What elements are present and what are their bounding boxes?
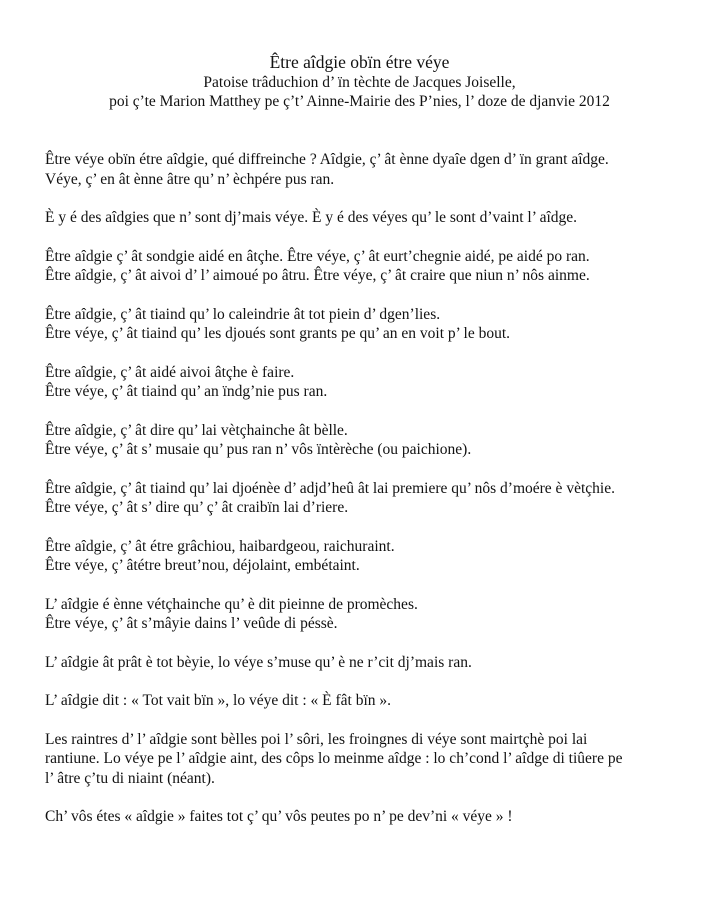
document-header (0, 52, 719, 111)
paragraph-line: L’ aîdgie dit : « Tot vait bïn », lo véye dit : « È fât bïn ». (45, 692, 392, 709)
document-title: Être aîdgie obïn étre véye (269, 52, 450, 72)
paragraph-line: Être aîdgie, ç’ ât dire qu’ lai vètçhainche ât bèlle. (45, 421, 348, 439)
paragraph-line: Être aîdgie, ç’ ât aidé aivoi âtçhe è faire. (45, 363, 295, 381)
document-subtitle-authors: poi ç’te Marion Matthey pe ç’t’ Ainne-Mairie des P’nies, l’ doze de djanvie 2012 (109, 93, 610, 110)
paragraph (45, 305, 685, 344)
paragraph-line: Les raintres d’ l’ aîdgie sont bèlles poi l’ sôri, les froingnes di véye sont mairtçhè poi lai (45, 730, 588, 748)
paragraph-line: Être aîdgie, ç’ ât tiaind qu’ lai djoénèe d’ adjd’heû ât lai premiere qu’ nôs d’moére è vètçhie. (45, 479, 615, 497)
paragraph (45, 537, 685, 576)
paragraph (45, 730, 685, 789)
paragraph-line: l’ âtre ç’tu di niaint (néant). (45, 769, 215, 787)
paragraph (45, 691, 685, 711)
paragraph (45, 150, 685, 189)
paragraph (45, 653, 685, 673)
paragraph-line: Être véye, ç’ ât s’ musaie qu’ pus ran n’ vôs ïntèrèche (ou paichione). (45, 441, 472, 458)
paragraph (45, 595, 685, 634)
paragraph-line: Être véye, ç’ ât tiaind qu’ an ïndg’nie pus ran. (45, 383, 328, 400)
paragraph (45, 479, 685, 518)
document-body (45, 150, 685, 846)
paragraph-line: Être véye obïn étre aîdgie, qué diffreinche ? Aîdgie, ç’ ât ènne dyaîe dgen d’ ïn grant aîdge. (45, 151, 609, 168)
paragraph-line: Ch’ vôs étes « aîdgie » faites tot ç’ qu’ vôs peutes po n’ pe dev’ni « véye » ! (45, 808, 513, 825)
paragraph (45, 807, 685, 827)
paragraph (45, 421, 685, 460)
paragraph-line: L’ aîdgie ât prât è tot bèyie, lo véye s’muse qu’ è ne r’cit dj’mais ran. (45, 653, 472, 671)
document-subtitle-translation: Patoise trâduchion d’ ïn tèchte de Jacques Joiselle, (203, 74, 516, 91)
paragraph (45, 208, 685, 228)
paragraph-line: Être véye, ç’ ât s’mâyie dains l’ veûde di péssè. (45, 615, 338, 632)
paragraph-line: Être véye, ç’ âtétre breut’nou, déjolaint, embétaint. (45, 557, 360, 574)
paragraph-line: Véye, ç’ en ât ènne âtre qu’ n’ èchpére pus ran. (45, 170, 335, 188)
paragraph-line: Être aîdgie ç’ ât sondgie aidé en âtçhe. Être véye, ç’ ât eurt’chegnie aidé, pe aidé po ran. (45, 247, 590, 265)
paragraph-line: L’ aîdgie é ènne vétçhainche qu’ è dit pieinne de promèches. (45, 595, 418, 613)
paragraph-line: rantiune. Lo véye pe l’ aîdgie aint, des côps lo meinme aîdge : lo ch’cond l’ aîdge di tiûere pe (45, 750, 623, 767)
paragraph-line: Être aîdgie, ç’ ât aivoi d’ l’ aimoué po âtru. Être véye, ç’ ât craire que niun n’ nôs ainme. (45, 267, 590, 284)
paragraph-line: È y é des aîdgies que n’ sont dj’mais véye. È y é des véyes qu’ le sont d’vaint l’ aîdge. (45, 209, 578, 226)
paragraph-line: Être véye, ç’ ât tiaind qu’ les djoués sont grants pe qu’ an en voit p’ le bout. (45, 325, 511, 342)
paragraph-line: Être aîdgie, ç’ ât tiaind qu’ lo caleindrie ât tot piein d’ dgen’lies. (45, 305, 441, 323)
paragraph-line: Être véye, ç’ ât s’ dire qu’ ç’ ât craibïn lai d’riere. (45, 499, 349, 516)
paragraph (45, 363, 685, 402)
paragraph-line: Être aîdgie, ç’ ât étre grâchiou, haibardgeou, raichuraint. (45, 537, 395, 555)
paragraph (45, 247, 685, 286)
